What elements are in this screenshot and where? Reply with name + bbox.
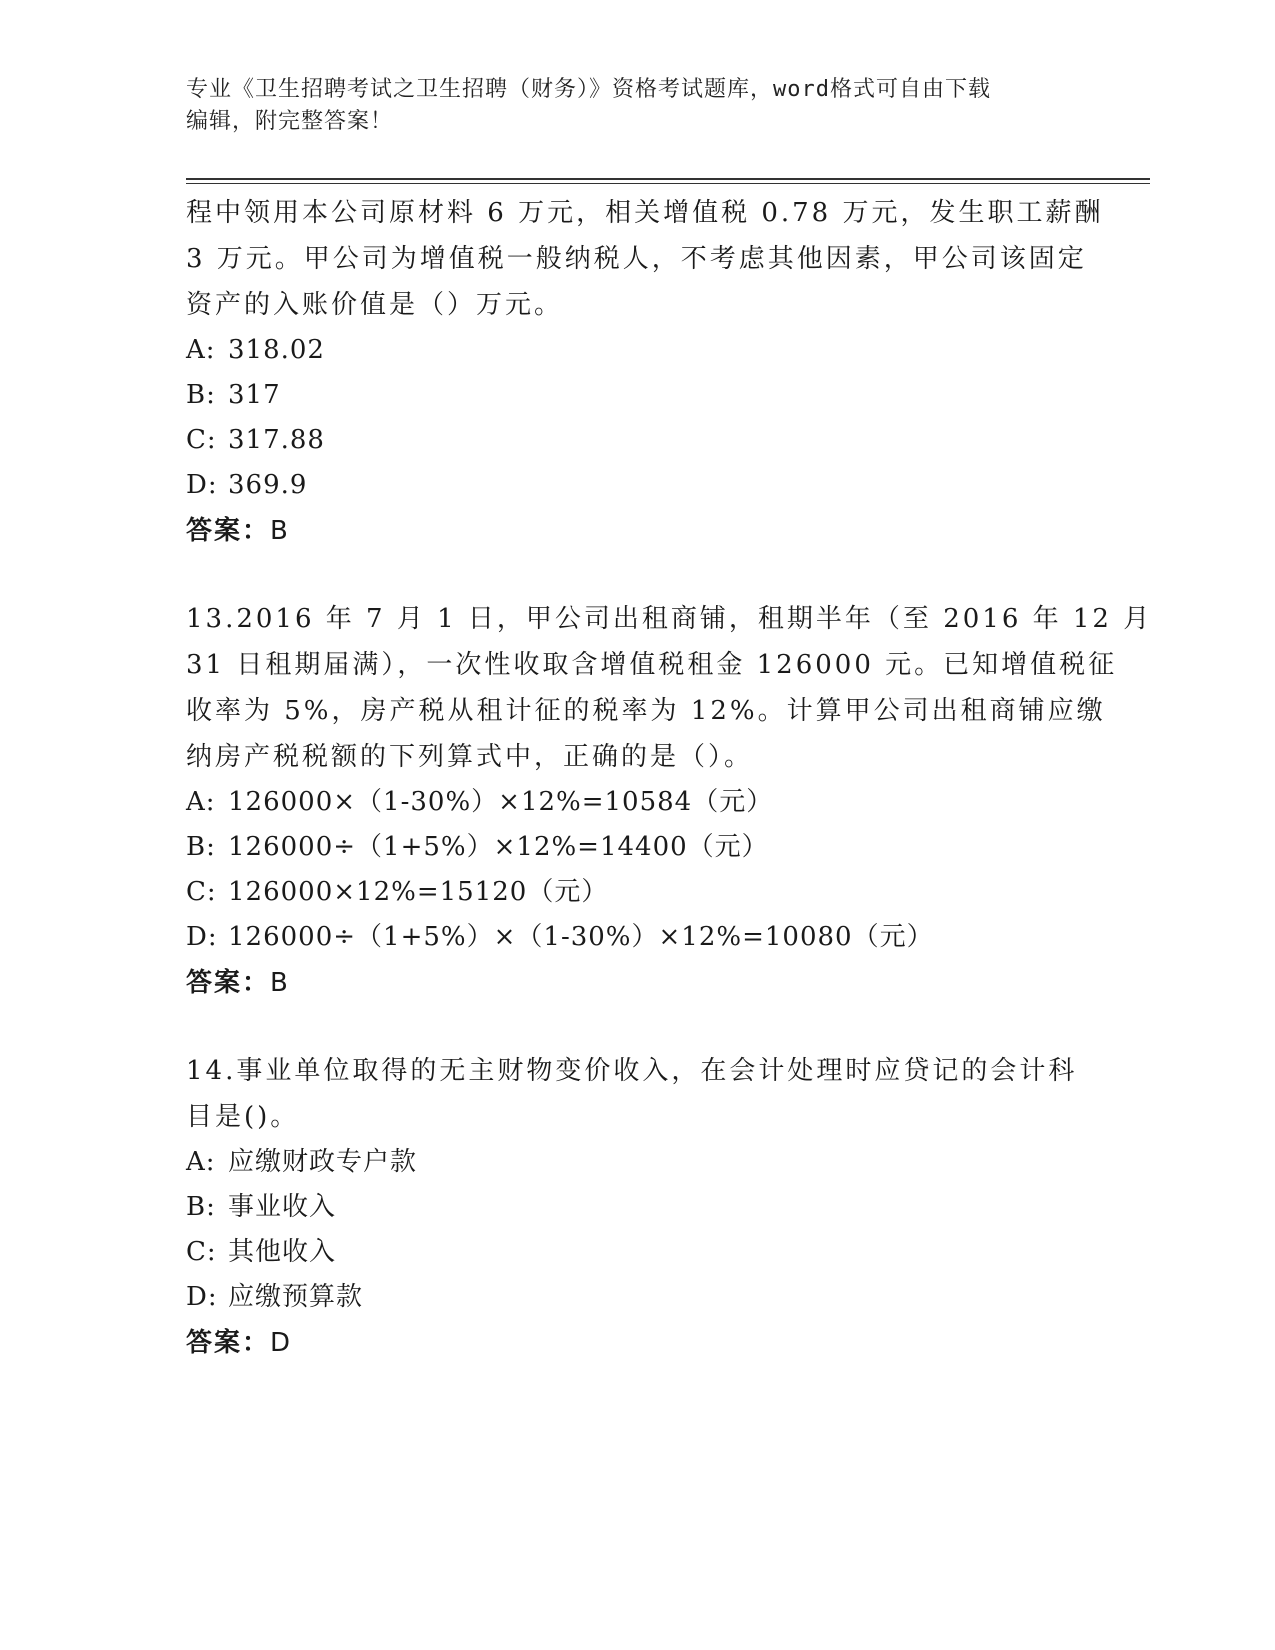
option-c xyxy=(186,1230,1086,1275)
option-text: 事业收入 xyxy=(228,1192,337,1222)
option-key: C: xyxy=(186,1237,217,1267)
question-12 xyxy=(186,190,1104,554)
option-key: B: xyxy=(186,380,216,410)
answer-label: 答案： xyxy=(186,968,271,998)
option-text: 126000÷（1+5%）×（1-30%）×12%=10080（元） xyxy=(228,922,934,952)
question-stem xyxy=(186,1048,1086,1140)
question-stem-line: 3 万元。甲公司为增值税一般纳税人，不考虑其他因素，甲公司该固定 xyxy=(186,244,1087,274)
option-key: B: xyxy=(186,1192,216,1222)
question-list xyxy=(186,190,1153,1366)
header-divider-thick xyxy=(186,178,1150,180)
answer-value: B xyxy=(270,516,290,546)
option-key: A: xyxy=(186,335,216,365)
answer-line xyxy=(186,1320,1086,1366)
option-d xyxy=(186,1275,1086,1320)
option-key: C: xyxy=(186,877,217,907)
question-spacer xyxy=(186,554,1086,596)
option-key: B: xyxy=(186,832,216,862)
option-key: C: xyxy=(186,425,217,455)
question-stem-line: 14.事业单位取得的无主财物变价收入，在会计处理时应贷记的会计科 xyxy=(186,1056,1078,1086)
option-text: 应缴预算款 xyxy=(228,1282,364,1312)
option-text: 126000÷（1+5%）×12%=14400（元） xyxy=(228,832,769,862)
question-stem-line: 13.2016 年 7 月 1 日，甲公司出租商铺，租期半年（至 2016 年 12 月 xyxy=(186,604,1153,634)
document-header xyxy=(186,74,1086,138)
option-text: 317 xyxy=(228,380,281,410)
option-a xyxy=(186,1140,1086,1185)
option-key: A: xyxy=(186,1147,216,1177)
option-a xyxy=(186,780,1086,825)
option-key: A: xyxy=(186,787,216,817)
option-key: D: xyxy=(186,470,218,500)
option-c xyxy=(186,418,1086,463)
option-text: 其他收入 xyxy=(228,1237,337,1267)
question-stem xyxy=(186,190,1104,328)
question-stem-line: 纳房产税税额的下列算式中，正确的是（）。 xyxy=(186,742,754,772)
question-stem-line: 31 日租期届满），一次性收取含增值税租金 126000 元。已知增值税征 xyxy=(186,650,1118,680)
question-stem-line: 收率为 5%，房产税从租计征的税率为 12%。计算甲公司出租商铺应缴 xyxy=(186,696,1106,726)
option-text: 126000×（1-30%）×12%=10584（元） xyxy=(228,787,774,817)
question-stem-line: 目是()。 xyxy=(186,1102,300,1132)
header-title-line-1: 专业《卫生招聘考试之卫生招聘（财务）》资格考试题库，word格式可自由下载 xyxy=(186,77,991,102)
option-text: 应缴财政专户款 xyxy=(228,1147,418,1177)
question-stem-line: 资产的入账价值是（）万元。 xyxy=(186,290,564,320)
option-d xyxy=(186,463,1086,508)
question-stem-line: 程中领用本公司原材料 6 万元，相关增值税 0.78 万元，发生职工薪酬 xyxy=(186,198,1104,228)
option-text: 317.88 xyxy=(228,425,325,455)
answer-line xyxy=(186,508,1086,554)
option-d xyxy=(186,915,1086,960)
answer-line xyxy=(186,960,1086,1006)
option-key: D: xyxy=(186,1282,218,1312)
answer-value: B xyxy=(270,968,290,998)
question-stem xyxy=(186,596,1153,780)
option-a xyxy=(186,328,1086,373)
header-divider-thin xyxy=(186,183,1150,184)
answer-value: D xyxy=(270,1328,293,1358)
question-spacer xyxy=(186,1006,1086,1048)
option-key: D: xyxy=(186,922,218,952)
option-c xyxy=(186,870,1086,915)
option-text: 318.02 xyxy=(228,335,325,365)
option-b xyxy=(186,825,1086,870)
option-text: 369.9 xyxy=(228,470,308,500)
option-b xyxy=(186,1185,1086,1230)
answer-label: 答案： xyxy=(186,1328,271,1358)
option-text: 126000×12%=15120（元） xyxy=(228,877,609,907)
question-14 xyxy=(186,1048,1086,1366)
header-title-line-2: 编辑，附完整答案！ xyxy=(186,109,394,134)
question-13 xyxy=(186,596,1153,1006)
answer-label: 答案： xyxy=(186,516,271,546)
option-b xyxy=(186,373,1086,418)
